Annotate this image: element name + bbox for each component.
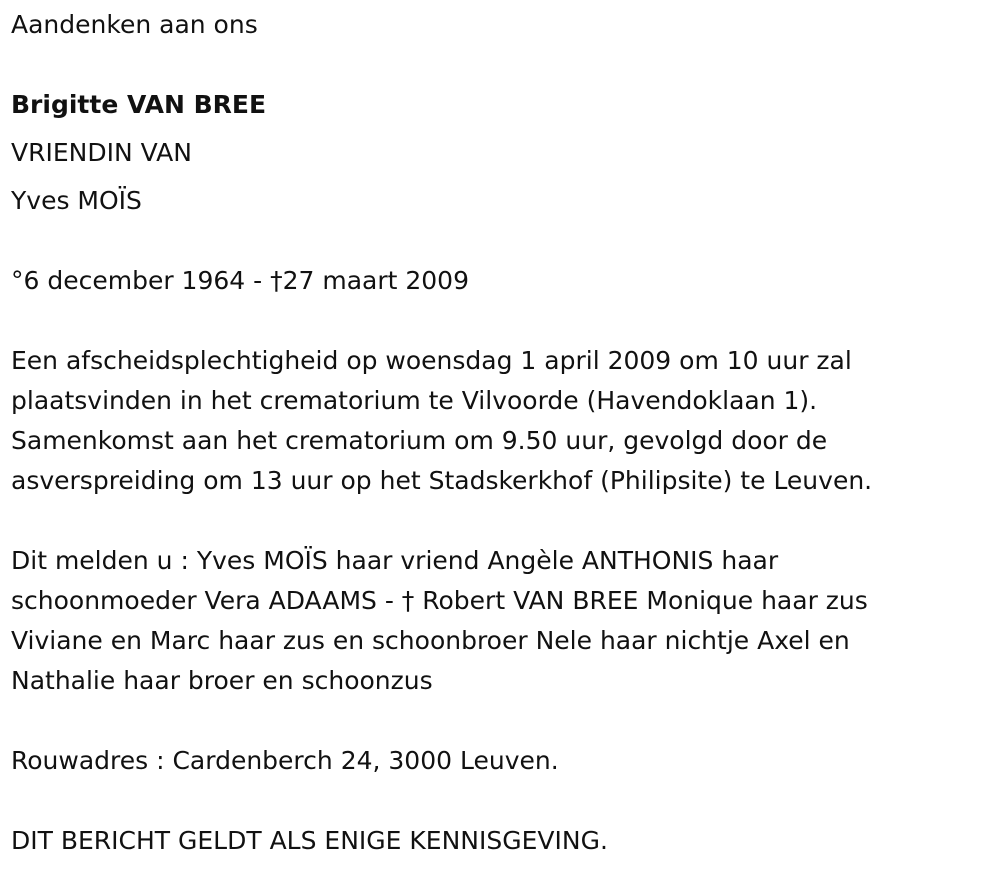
deceased-name: Brigitte VAN BREE [11,90,267,119]
mourning-address: Rouwadres : Cardenberch 24, 3000 Leuven. [11,746,559,775]
ceremony-paragraph [11,341,986,501]
ceremony-line: Een afscheidsplechtigheid op woensdag 1 april 2009 om 10 uur zal [11,346,852,375]
ceremony-line: Samenkomst aan het crematorium om 9.50 uur, gevolgd door de [11,426,828,455]
family-line: schoonmoeder Vera ADAAMS - † Robert VAN BREE Monique haar zus [11,586,868,615]
intro-text: Aandenken aan ons [11,10,258,39]
family-line: Nathalie haar broer en schoonzus [11,666,433,695]
partner-name: Yves MOÏS [11,186,142,215]
relation-text: VRIENDIN VAN [11,138,192,167]
family-paragraph [11,541,986,701]
ceremony-line: asverspreiding om 13 uur op het Stadskerkhof (Philipsite) te Leuven. [11,466,873,495]
family-line: Dit melden u : Yves MOÏS haar vriend Angèle ANTHONIS haar [11,546,779,575]
family-line: Viviane en Marc haar zus en schoonbroer Nele haar nichtje Axel en [11,626,850,655]
life-dates: °6 december 1964 - †27 maart 2009 [11,266,469,295]
notice-text: DIT BERICHT GELDT ALS ENIGE KENNISGEVING. [11,826,608,855]
ceremony-line: plaatsvinden in het crematorium te Vilvoorde (Havendoklaan 1). [11,386,818,415]
